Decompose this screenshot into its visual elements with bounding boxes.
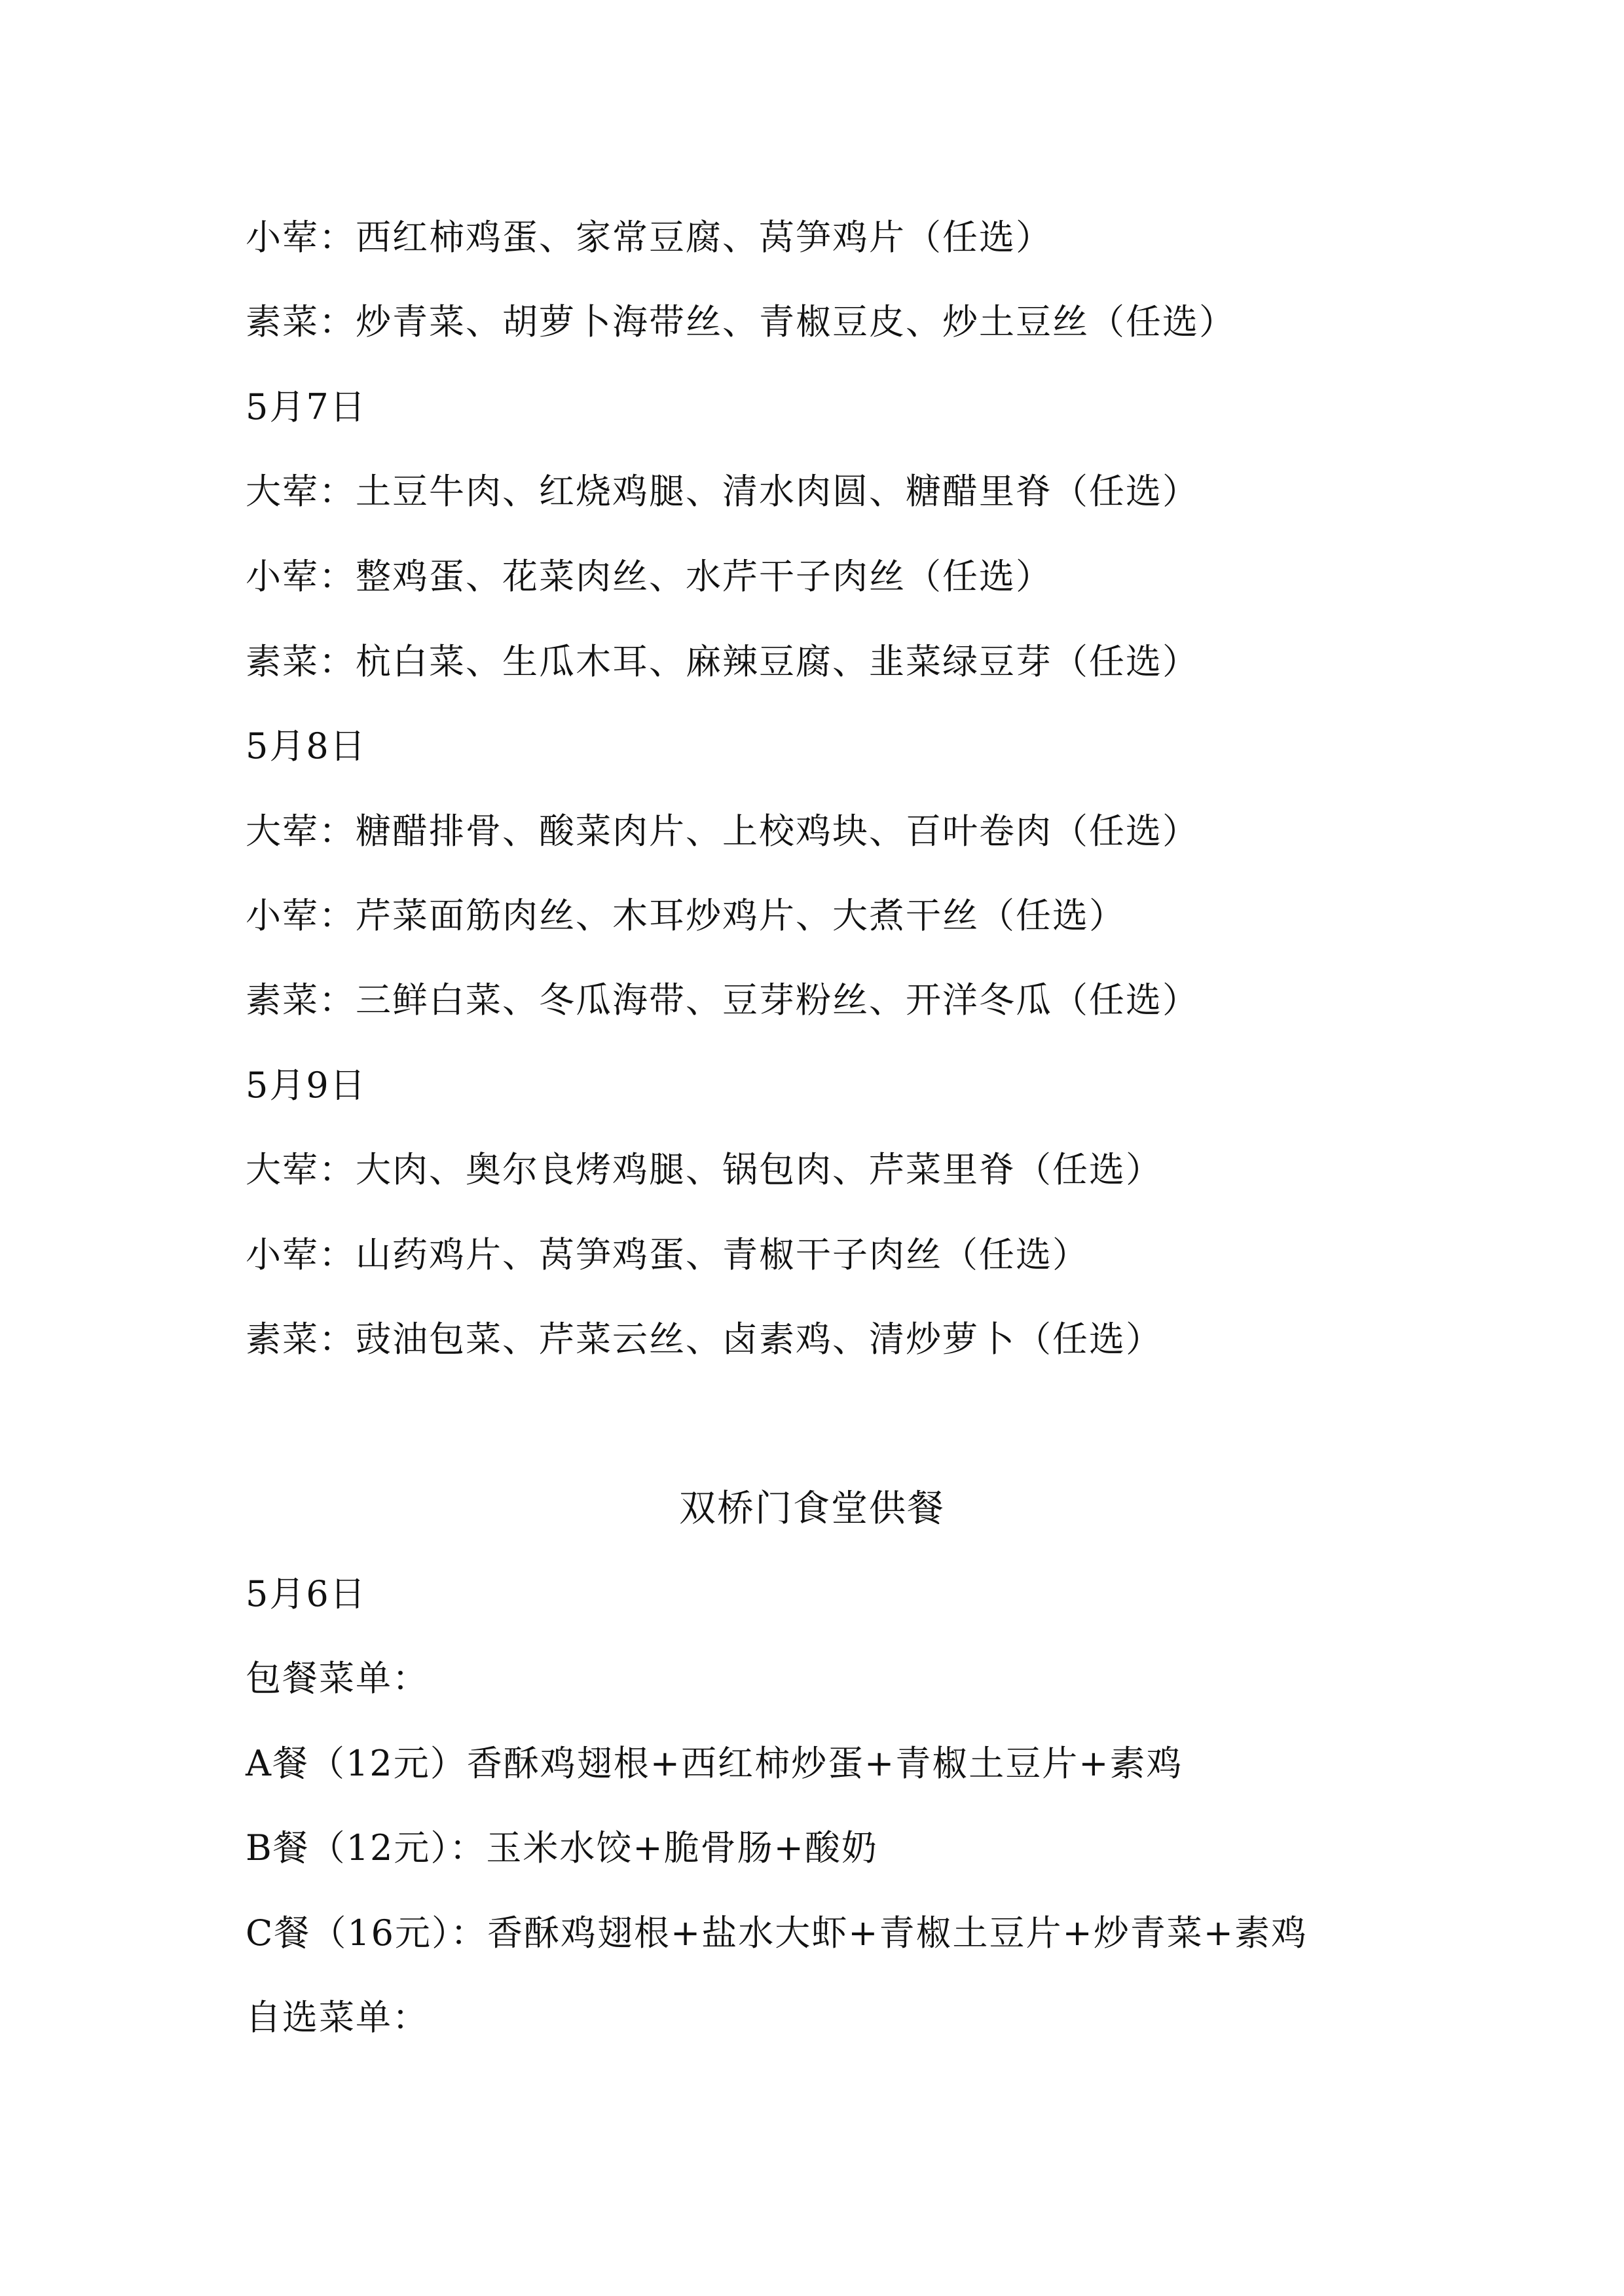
menu-line: 小荤：芹菜面筋肉丝、木耳炒鸡片、大煮干丝（任选）: [246, 895, 1126, 936]
date-heading: 5月7日: [246, 386, 367, 428]
date-heading: 5月8日: [246, 725, 367, 767]
menu-line: 大荤：土豆牛肉、红烧鸡腿、清水肉圆、糖醋里脊（任选）: [246, 471, 1199, 512]
menu-line: 小荤：山药鸡片、莴笋鸡蛋、青椒干子肉丝（任选）: [246, 1234, 1089, 1275]
menu-subheading: 自选菜单：: [246, 1997, 429, 2038]
menu-line: 素菜：杭白菜、生瓜木耳、麻辣豆腐、韭菜绿豆芽（任选）: [246, 641, 1199, 682]
menu-line: 大荤：大肉、奥尔良烤鸡腿、锅包肉、芹菜里脊（任选）: [246, 1149, 1162, 1190]
menu-line: 素菜：炒青菜、胡萝卜海带丝、青椒豆皮、炒土豆丝（任选）: [246, 301, 1236, 342]
menu-line: 大荤：糖醋排骨、酸菜肉片、上校鸡块、百叶卷肉（任选）: [246, 811, 1199, 852]
menu-line: 小荤：整鸡蛋、花菜肉丝、水芹干子肉丝（任选）: [246, 556, 1052, 597]
menu-line: 素菜：豉油包菜、芹菜云丝、卤素鸡、清炒萝卜（任选）: [246, 1319, 1162, 1360]
section-title: 双桥门食堂供餐: [679, 1487, 945, 1530]
menu-line: A餐（12元）香酥鸡翅根+西红柿炒蛋+青椒土豆片+素鸡: [246, 1743, 1183, 1784]
menu-line: B餐（12元）：玉米水饺+脆骨肠+酸奶: [246, 1827, 878, 1868]
menu-line: C餐（16元）：香酥鸡翅根+盐水大虾+青椒土豆片+炒青菜+素鸡: [246, 1912, 1308, 1954]
date-heading: 5月9日: [246, 1065, 367, 1106]
menu-line: 小荤：西红柿鸡蛋、家常豆腐、莴笋鸡片（任选）: [246, 217, 1052, 258]
menu-subheading: 包餐菜单：: [246, 1658, 429, 1699]
menu-line: 素菜：三鲜白菜、冬瓜海带、豆芽粉丝、开洋冬瓜（任选）: [246, 979, 1199, 1021]
date-heading: 5月6日: [246, 1573, 367, 1614]
